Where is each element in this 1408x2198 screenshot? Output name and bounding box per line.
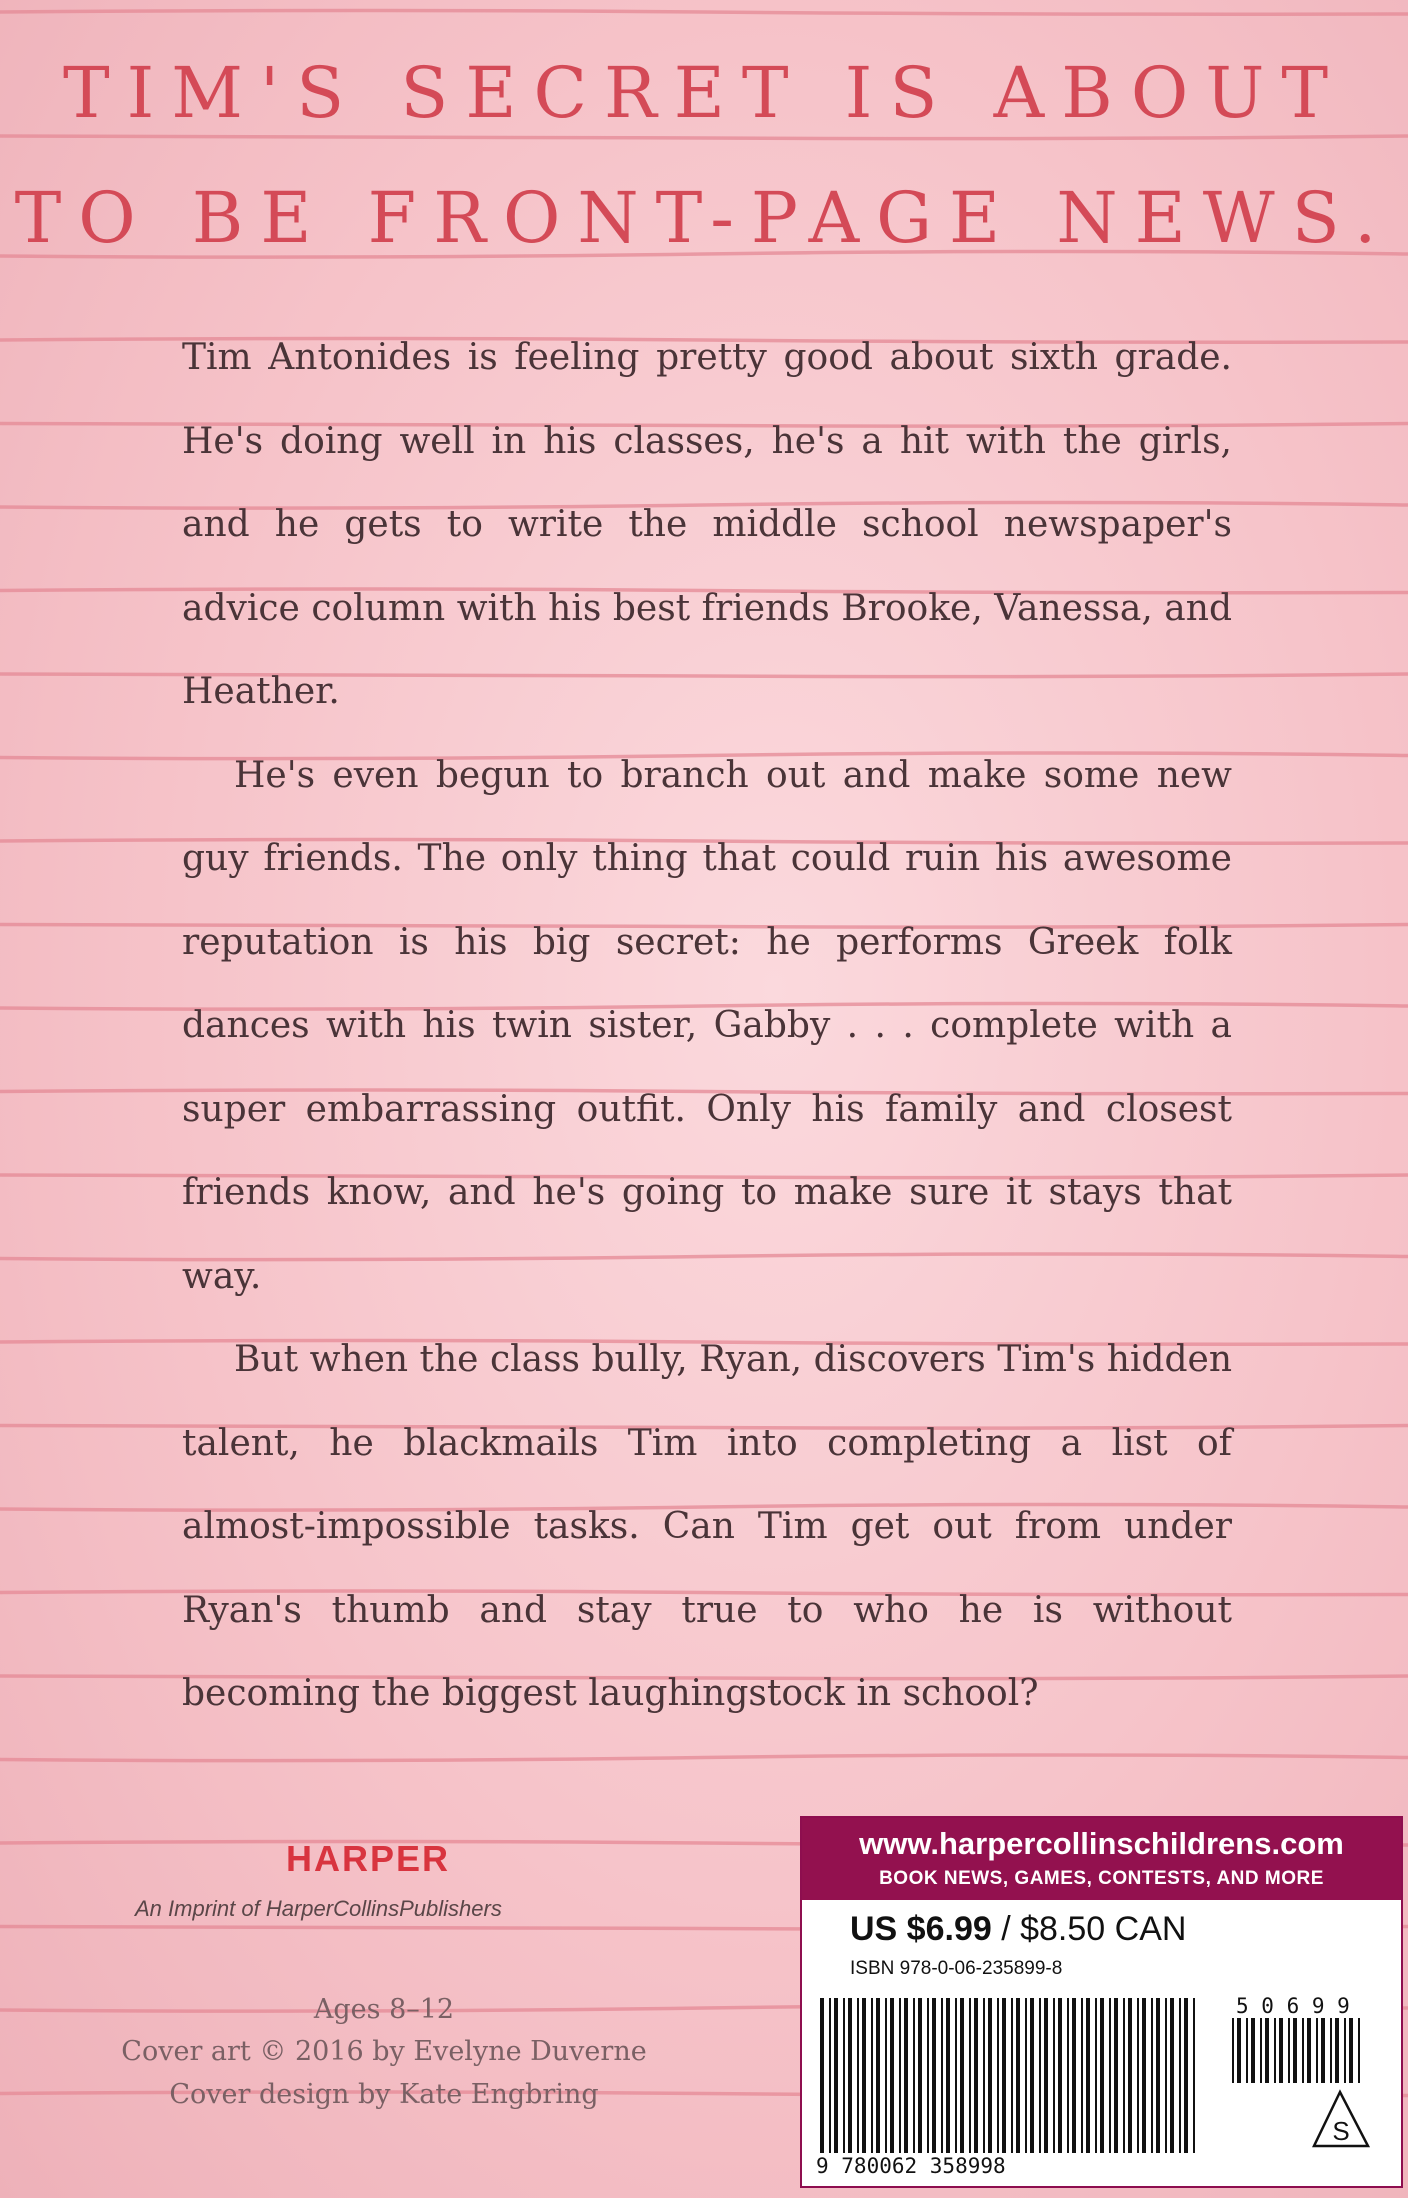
- barcode-bar: [848, 1998, 852, 2153]
- barcode-bar: [1072, 1998, 1076, 2153]
- barcode-bar: [960, 1998, 964, 2153]
- barcode-bar: [1260, 2018, 1262, 2083]
- barcode-bar: [1128, 1998, 1132, 2153]
- headline-line-1: TIM'S SECRET IS ABOUT: [62, 52, 1346, 134]
- ruled-line: [0, 11, 1408, 15]
- barcode-bar: [1251, 2018, 1255, 2083]
- price-can: / $8.50 CAN: [991, 1910, 1187, 1948]
- barcode-bar: [1081, 1998, 1083, 2153]
- barcode-bar: [1109, 1998, 1111, 2153]
- barcode-bar: [1165, 1998, 1167, 2153]
- barcode-bar: [1246, 2018, 1248, 2083]
- barcode-bar: [1358, 2018, 1360, 2083]
- cover-art-credit: Cover art © 2016 by Evelyne Duverne: [121, 2036, 647, 2067]
- barcode-bar: [1335, 2018, 1339, 2083]
- barcode-bar: [843, 1998, 845, 2153]
- barcode-bar: [871, 1998, 873, 2153]
- blurb-paragraph-1: Tim Antonides is feeling pretty good about sixth grade. He's doing well in his classes, he's a hit with the girls, and he gets to write the middle school newspaper's advice column with his best friends Brooke, Vanessa, and Heather.: [182, 337, 1232, 712]
- barcode-bar: [1142, 1998, 1146, 2153]
- blurb-paragraph-2: He's even begun to branch out and make some new guy friends. The only thing that could ruin his awesome reputation is his big secret: he performs Greek folk dances with his twin sister, Gabby . . . complete with a super embarrassing outfit. Only his family and closest friends know, and he's going to make sure it stays that way.: [182, 754, 1232, 1297]
- barcode-bar: [1100, 1998, 1104, 2153]
- barcode-bar: [1344, 2018, 1346, 2083]
- barcode-bar: [1044, 1998, 1048, 2153]
- barcode-bar: [974, 1998, 978, 2153]
- barcode-bar: [1330, 2018, 1332, 2083]
- imprint-prefix: An Imprint of HarperCollins: [135, 1896, 400, 1921]
- barcode-bar: [1265, 2018, 1269, 2083]
- addon-code: 5 0 6 9 9: [1236, 1994, 1350, 2018]
- barcode-bar: [955, 1998, 957, 2153]
- barcode: [802, 1818, 1401, 2186]
- barcode-bar: [885, 1998, 887, 2153]
- price-barcode-box: [800, 1816, 1403, 2188]
- barcode-bar: [904, 1998, 908, 2153]
- ruled-line: [0, 136, 1408, 139]
- barcode-bar: [1095, 1998, 1097, 2153]
- barcode-bar: [969, 1998, 971, 2153]
- barcode-bar: [997, 1998, 999, 2153]
- barcode-bar: [1193, 1998, 1195, 2153]
- barcode-bar: [913, 1998, 915, 2153]
- rating-triangle-icon: [1314, 2092, 1368, 2146]
- website-tagline: BOOK NEWS, GAMES, CONTESTS, AND MORE: [879, 1868, 1324, 1889]
- barcode-bar: [1316, 2018, 1318, 2083]
- barcode-bar: [1058, 1998, 1062, 2153]
- cover-design-credit: Cover design by Kate Engbring: [169, 2079, 599, 2110]
- barcode-bar: [1156, 1998, 1160, 2153]
- ruled-line: [0, 1755, 1408, 1761]
- barcode-bar: [890, 1998, 894, 2153]
- barcode-bar: [1067, 1998, 1069, 2153]
- barcode-bar: [1274, 2018, 1276, 2083]
- imprint-suffix: Publishers: [399, 1896, 502, 1921]
- blurb: [182, 316, 1232, 1736]
- publisher-logo: HARPER: [286, 1838, 451, 1879]
- barcode-bar: [862, 1998, 866, 2153]
- barcode-bar: [899, 1998, 901, 2153]
- barcode-bar: [988, 1998, 992, 2153]
- barcode-bar: [1011, 1998, 1013, 2153]
- barcode-bar: [820, 1998, 824, 2153]
- barcode-bar: [1232, 2018, 1234, 2083]
- barcode-bar: [946, 1998, 950, 2153]
- barcode-bar: [829, 1998, 831, 2153]
- barcode-bar: [1151, 1998, 1153, 2153]
- barcode-bar: [1279, 2018, 1283, 2083]
- age-range: Ages 8–12: [313, 1994, 455, 2025]
- barcode-bar: [1002, 1998, 1006, 2153]
- barcode-bar: [1170, 1998, 1174, 2153]
- barcode-digits: 9 780062 358998: [816, 2154, 1006, 2178]
- barcode-bar: [1039, 1998, 1041, 2153]
- isbn: ISBN 978-0-06-235899-8: [850, 1958, 1063, 1979]
- barcode-bar: [941, 1998, 943, 2153]
- barcode-bar: [932, 1998, 936, 2153]
- barcode-bar: [1123, 1998, 1125, 2153]
- barcode-bar: [1321, 2018, 1325, 2083]
- rating-letter: S: [1332, 2116, 1350, 2146]
- barcode-bar: [857, 1998, 859, 2153]
- barcode-bar: [1349, 2018, 1353, 2083]
- barcode-bar: [1053, 1998, 1055, 2153]
- price-us: US $6.99: [850, 1910, 992, 1948]
- barcode-bar: [1302, 2018, 1304, 2083]
- barcode-bar: [1307, 2018, 1311, 2083]
- barcode-bar: [1114, 1998, 1118, 2153]
- publisher-imprint: [135, 1896, 502, 1922]
- barcode-bar: [1179, 1998, 1181, 2153]
- barcode-addon-bars: [1232, 2018, 1360, 2083]
- barcode-bar: [876, 1998, 880, 2153]
- blurb-paragraph-3: But when the class bully, Ryan, discovers Tim's hidden talent, he blackmails Tim into completing a list of almost-impossible tasks. Can Tim get out from under Ryan's thumb and stay true to who he is without becoming the biggest laughingstock in school?: [182, 1339, 1232, 1714]
- barcode-bar: [918, 1998, 922, 2153]
- barcode-bar: [1288, 2018, 1290, 2083]
- barcode-bar: [1184, 1998, 1188, 2153]
- barcode-bar: [1237, 2018, 1241, 2083]
- barcode-bar: [1016, 1998, 1020, 2153]
- barcode-bar: [983, 1998, 985, 2153]
- barcode-main-bars: [820, 1998, 1195, 2153]
- barcode-bar: [1030, 1998, 1034, 2153]
- barcode-bar: [1293, 2018, 1297, 2083]
- barcode-bar: [1137, 1998, 1139, 2153]
- barcode-bar: [1086, 1998, 1090, 2153]
- headline-line-2: TO BE FRONT-PAGE NEWS.: [14, 177, 1394, 259]
- barcode-bar: [834, 1998, 838, 2153]
- website-url[interactable]: www.harpercollinschildrens.com: [859, 1826, 1344, 1861]
- barcode-bar: [927, 1998, 929, 2153]
- barcode-bar: [1025, 1998, 1027, 2153]
